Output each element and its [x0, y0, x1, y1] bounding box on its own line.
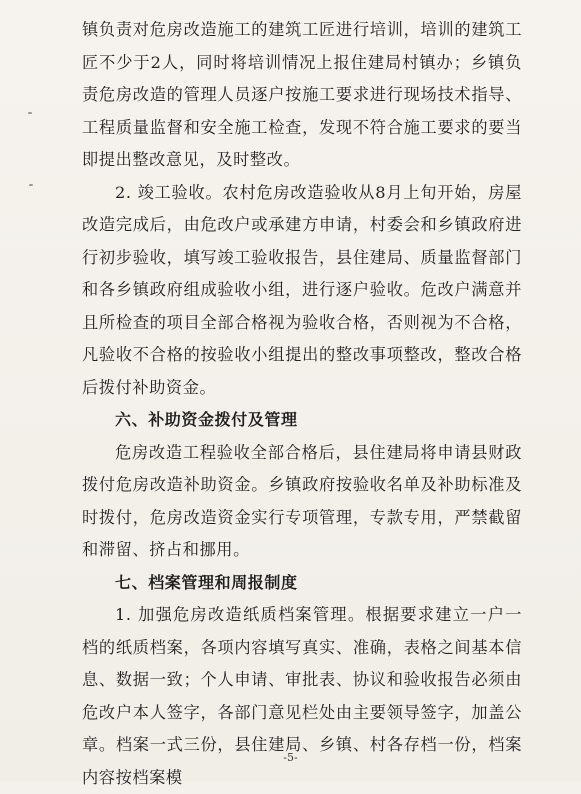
paragraph-subsidy-funds: 危房改造工程验收全部合格后，县住建局将申请县财政拨付危房改造补助资金。乡镇政府按验收名单及补助标准及时拨付，危房改造资金实行专项管理，专款专用，严禁截留和滞留、挤占和挪用。: [82, 442, 522, 559]
scan-speck: [29, 184, 33, 186]
scan-speck: [28, 112, 32, 114]
paragraph-completion-acceptance: 2. 竣工验收。农村危房改造验收从8月上旬开始，房屋改造完成后，由危改户或承建方申请，村委会和乡镇政府进行初步验收，填写竣工验收报告，县住建局、质量监督部门和各乡镇政府组成验收小组，进行逐户验收。危改户满意并且所检查的项目全部合格视为验收合格，否则视为不合格，凡验收不合格的按验收小组提出的整改事项整改，整改合格后拨付补助资金。: [82, 182, 522, 397]
paragraph-training-continuation: 镇负责对危房改造施工的建筑工匠进行培训，培训的建筑工匠不少于2人，同时将培训情况上报住建局村镇办；乡镇负责危房改造的管理人员逐户按施工要求进行现场技术指导、工程质量监督和安全施工检查，发现不符合施工要求的要当即提出整改意见，及时整改。: [82, 20, 522, 169]
document-body: [82, 14, 522, 794]
paragraph-archive-management: 1. 加强危房改造纸质档案管理。根据要求建立一户一档的纸质档案，各项内容填写真实、准确，表格之间基本信息、数据一致；个人申请、审批表、协议和验收报告必须由危改户本人签字，各部门意见栏处由主要领导签字，加盖公章。档案一式三份，县住建局、乡镇、村各存档一份，档案内容按档案模: [82, 605, 522, 787]
section-heading-subsidy-funds: 六、补助资金拨付及管理: [115, 410, 298, 429]
section-heading-archive-management: 七、档案管理和周报制度: [115, 572, 298, 592]
page-number: -5-: [283, 751, 298, 764]
